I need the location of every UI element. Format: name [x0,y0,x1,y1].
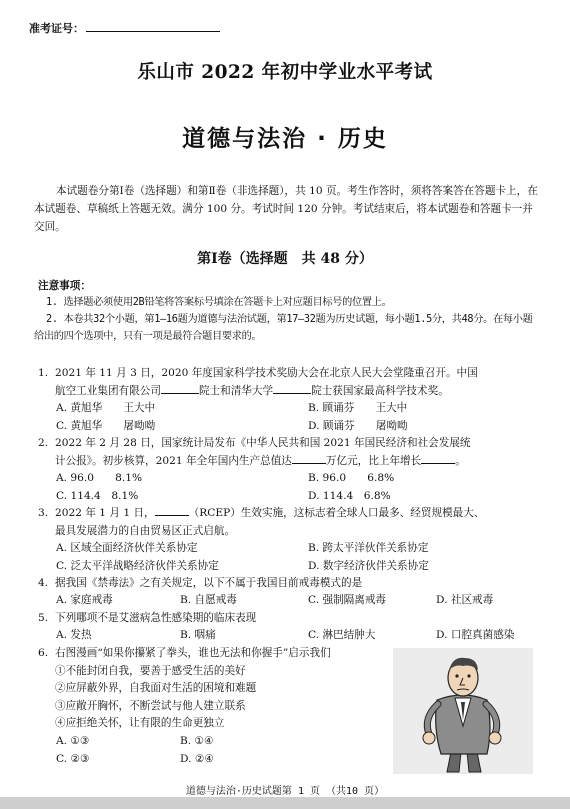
section-heading: 第Ⅰ卷（选择题 共 48 分） [197,251,373,267]
option-a: A. 黄旭华 王大中 [56,402,156,414]
question-6 [38,645,398,733]
exam-id-field [29,20,220,36]
option-b: B. ①④ [180,735,214,747]
answer-blank [273,383,311,394]
question-text: 院士和清华大学 [198,384,274,397]
cartoon-man-clenched-fists-icon [393,648,533,774]
option-a: A. 发热 [56,629,92,641]
option-a: A. ①③ [56,735,90,747]
option-d: D. 口腔真菌感染 [436,629,515,641]
question-5 [38,610,536,628]
question-number: 1. [38,367,49,379]
statement: ③应敞开胸怀，不断尝试与他人建立联系 [55,699,246,712]
question-1 [38,365,536,400]
notice-item: 2. 本卷共32个小题，第1—16题为道德与法治试题，第17—32题为历史试题，每小题1.5分，共48分。在每小题给出的四个选项中，只有一项是最符合题目要求的。 [34,314,533,342]
option-a: A. 家庭戒毒 [56,594,113,606]
question-text: 2022 年 2 月 28 日，国家统计局发布《中华人民共和国 2021 年国民经济和社会发展统 [55,437,471,449]
option-a: A. 区域全面经济伙伴关系协定 [56,542,198,554]
option-d: D. 社区戒毒 [436,594,494,606]
notice-title: 注意事项： [38,280,91,292]
option-b: B. 自愿戒毒 [180,594,237,606]
option-c: C. 黄旭华 屠呦呦 [56,419,156,432]
option-d: D. ②④ [180,752,214,765]
intro-paragraph: 本试题卷分第Ⅰ卷（选择题）和第Ⅱ卷（非选择题），共 10 页。考生作答时，须将答案答在答题卡上，在本试题卷、草稿纸上答题无效。满分 100 分。考试时间 120 分钟。考试结束后，将本试题卷和答题卡一并交回。 [34,185,538,233]
option-c: C. 淋巴结肿大 [308,629,376,641]
question-text: 2021 年 11 月 3 日，2020 年度国家科学技术奖励大会在北京人民大会堂隆重召开。中国 [55,367,478,379]
question-text: 万亿元，比上年增长 [325,454,422,467]
option-c: C. 114.4 8.1% [56,489,139,502]
question-number: 4. [38,577,49,589]
option-b: B. 跨太平洋伙伴关系协定 [308,542,429,554]
question-number: 2. [38,437,49,449]
question-text: 院士获国家最高科学技术奖。 [311,384,449,397]
question-2 [38,435,536,470]
question-text: 最具发展潜力的自由贸易区正式启航。 [55,524,236,537]
question-text: （RCEP）生效实施，这标志着全球人口最多、经贸规模最大、 [188,507,485,519]
option-d: D. 顾诵芬 屠呦呦 [308,419,408,432]
statement: ①不能封闭自我，要善于感受生活的美好 [55,664,246,677]
question-number: 5. [38,612,49,624]
question-text: 计公报》。初步核算，2021 年全年国内生产总值达 [55,454,292,467]
option-d: D. 114.4 6.8% [308,489,391,502]
option-c: C. 泛太平洋战略经济伙伴关系协定 [56,559,219,572]
option-c: C. ②③ [56,752,90,765]
option-b: B. 96.0 6.8% [308,472,395,484]
option-c: C. 强制隔离戒毒 [308,594,387,606]
bottom-scan-strip [0,797,570,809]
question-text-line [55,505,536,523]
option-b: B. 咽痛 [180,629,216,641]
page-footer: 道德与法治·历史试题第 1 页 （共10 页） [185,786,385,797]
statement: ④应拒绝关怀，让有限的生命更独立 [55,717,225,730]
cartoon-illustration [393,648,533,774]
question-text: 2022 年 1 月 1 日， [55,507,155,519]
answer-blank [155,505,189,516]
question-4 [38,575,536,593]
question-text: 下列哪项不是艾滋病急性感染期的临床表现 [55,612,257,624]
answer-blank [421,453,455,464]
subject-title: 道德与法治 · 历史 [182,126,388,152]
question-text-line [55,383,536,401]
option-b: B. 顾诵芬 王大中 [308,402,408,414]
question-text-line [55,453,536,471]
question-3 [38,505,536,540]
notice-item: 1. 选择题必须使用2B铅笔将答案标号填涂在答题卡上对应题目标号的位置上。 [46,297,392,308]
question-text: 。 [455,454,466,467]
question-number: 3. [38,507,49,519]
exam-title: 乐山市 2022 年初中学业水平考试 [137,62,433,83]
answer-blank [161,383,199,394]
option-d: D. 数字经济伙伴关系协定 [308,559,429,572]
question-text: 航空工业集团有限公司 [55,384,161,397]
option-a: A. 96.0 8.1% [56,472,143,484]
question-text: 右图漫画“如果你攥紧了拳头，谁也无法和你握手”启示我们 [55,647,331,659]
answer-blank [292,453,326,464]
question-text: 据我国《禁毒法》之有关规定，以下不属于我国目前戒毒模式的是 [55,577,363,589]
exam-id-label: 准考证号： [29,22,84,35]
exam-id-blank-line [86,22,220,32]
statement: ②应屏蔽外界，自我面对生活的困境和难题 [55,682,257,695]
question-number: 6. [38,647,49,659]
